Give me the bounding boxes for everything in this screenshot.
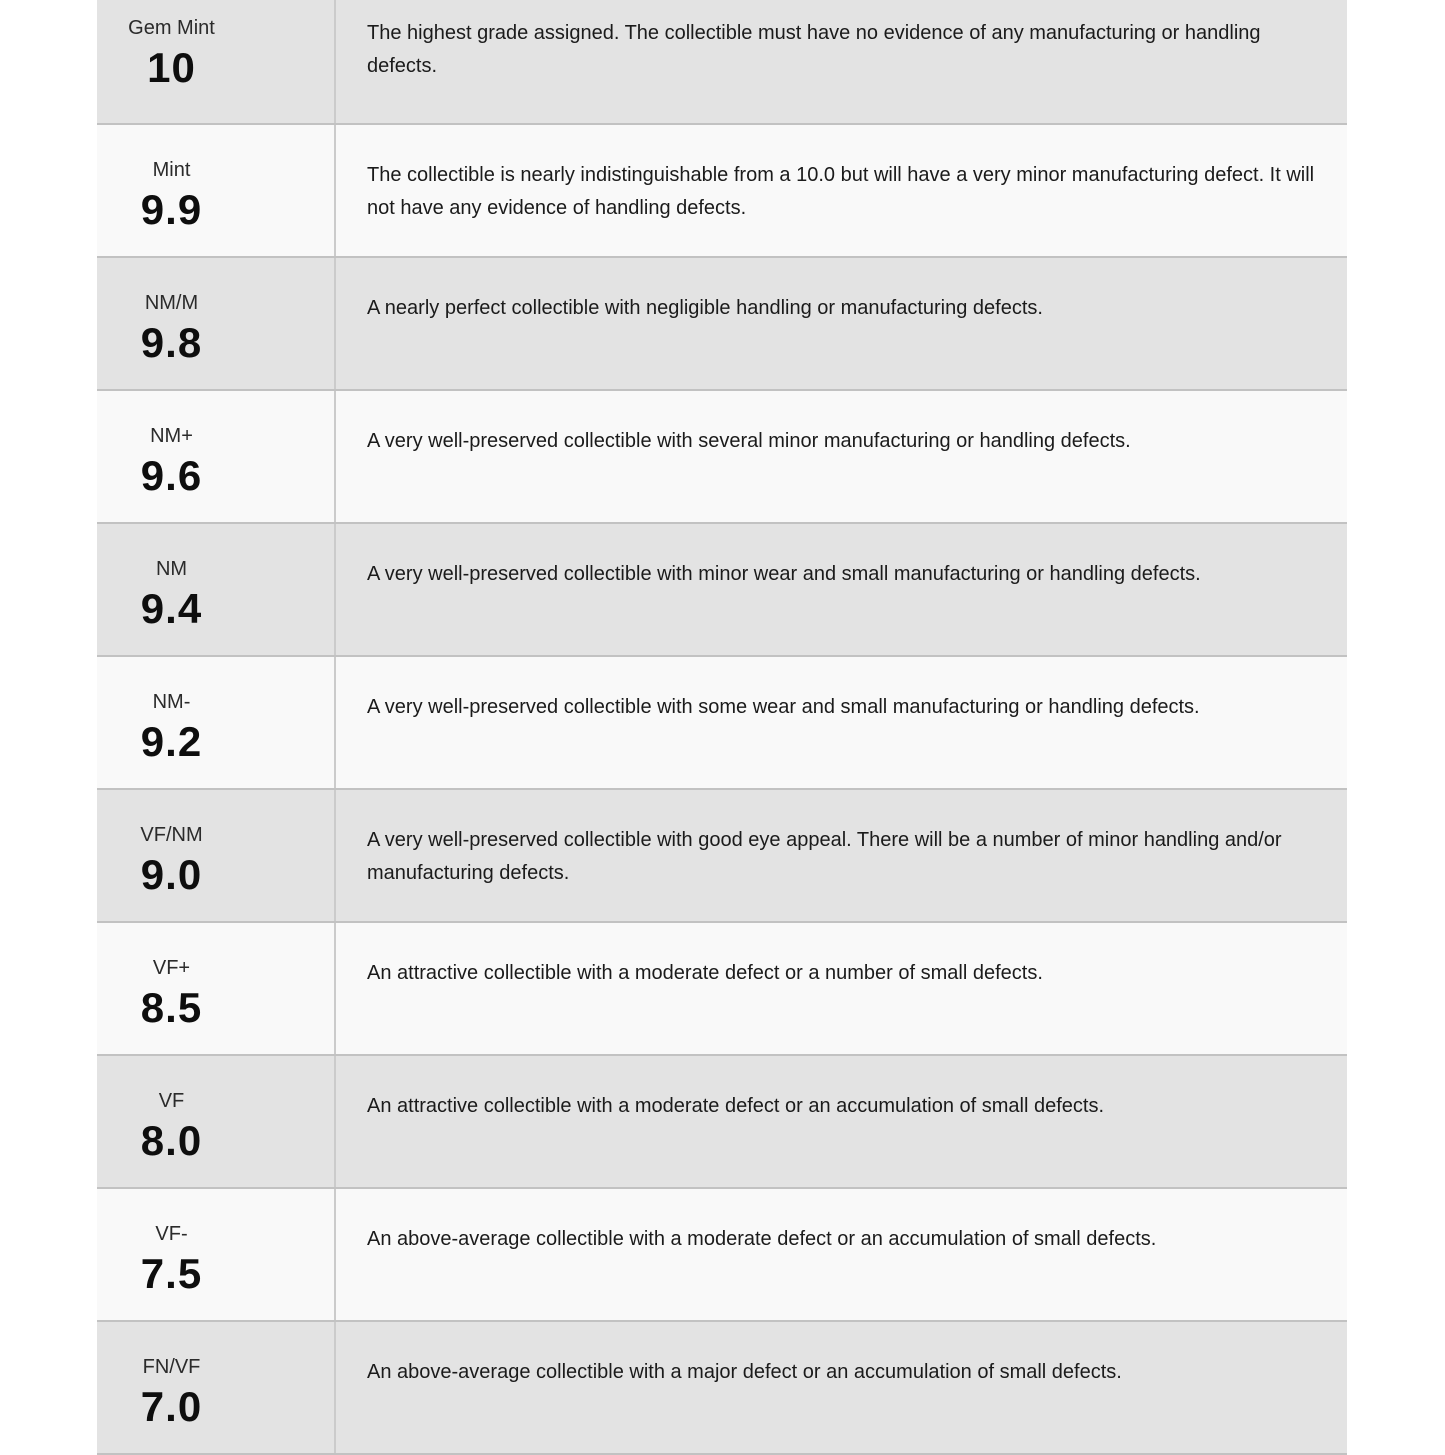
description-cell <box>336 1322 1347 1453</box>
grade-label: NM- <box>152 691 191 713</box>
table-row <box>97 1322 1347 1455</box>
grade-cell <box>97 1056 336 1187</box>
description-text: The collectible is nearly indistinguishable from a 10.0 but will have a very minor manufacturing defect. It will not have any evidence of handling defects. <box>367 164 1315 219</box>
grade-cell <box>97 524 336 655</box>
grade-label: VF- <box>155 1223 188 1245</box>
description-cell <box>336 923 1347 1054</box>
grade-label: VF/NM <box>140 824 203 846</box>
table-row <box>97 0 1347 125</box>
grade-value: 7.5 <box>140 1250 203 1297</box>
grade-label: Mint <box>152 159 191 181</box>
description-text: A very well-preserved collectible with some wear and small manufacturing or handling defects. <box>367 696 1200 718</box>
grade-label: NM/M <box>144 292 199 314</box>
description-text: A very well-preserved collectible with several minor manufacturing or handling defects. <box>367 430 1131 452</box>
grade-cell <box>97 391 336 522</box>
description-text: An above-average collectible with a moderate defect or an accumulation of small defects. <box>367 1228 1157 1250</box>
grade-value: 8.5 <box>140 984 203 1031</box>
grade-label: VF <box>158 1090 185 1112</box>
grade-value: 9.8 <box>140 319 203 366</box>
description-cell <box>336 790 1347 921</box>
grade-cell <box>97 1322 336 1453</box>
description-text: The highest grade assigned. The collectible must have no evidence of any manufacturing or handling defects. <box>367 22 1261 77</box>
grade-label: VF+ <box>152 957 191 979</box>
table-row <box>97 524 1347 657</box>
grade-value: 9.6 <box>140 452 203 499</box>
grade-label: FN/VF <box>142 1356 201 1378</box>
grade-cell <box>97 790 336 921</box>
description-cell <box>336 657 1347 788</box>
grade-value: 9.9 <box>140 186 203 233</box>
table-row <box>97 125 1347 258</box>
grade-value: 9.4 <box>140 585 203 632</box>
description-text: A very well-preserved collectible with good eye appeal. There will be a number of minor handling and/or manufacturing defects. <box>367 829 1282 884</box>
grade-value: 8.0 <box>140 1117 203 1164</box>
description-cell <box>336 0 1347 123</box>
grade-cell <box>97 258 336 389</box>
table-row <box>97 258 1347 391</box>
description-cell <box>336 258 1347 389</box>
description-cell <box>336 125 1347 256</box>
table-row <box>97 657 1347 790</box>
description-text: An above-average collectible with a major defect or an accumulation of small defects. <box>367 1361 1122 1383</box>
grade-value: 7.0 <box>140 1383 203 1430</box>
description-cell <box>336 1189 1347 1320</box>
description-text: An attractive collectible with a moderate defect or a number of small defects. <box>367 962 1043 984</box>
grading-scale-table <box>97 0 1347 1455</box>
grade-label: NM <box>155 558 188 580</box>
grade-cell <box>97 125 336 256</box>
table-row <box>97 790 1347 923</box>
description-text: An attractive collectible with a moderate defect or an accumulation of small defects. <box>367 1095 1105 1117</box>
grade-value: 10 <box>147 44 196 91</box>
grade-label: Gem Mint <box>128 17 215 39</box>
grade-cell <box>97 657 336 788</box>
grade-cell <box>97 923 336 1054</box>
description-cell <box>336 524 1347 655</box>
grade-cell <box>97 0 336 123</box>
table-row <box>97 1056 1347 1189</box>
table-row <box>97 923 1347 1056</box>
description-text: A nearly perfect collectible with negligible handling or manufacturing defects. <box>367 297 1043 319</box>
table-row <box>97 391 1347 524</box>
grade-value: 9.0 <box>140 851 203 898</box>
description-cell <box>336 1056 1347 1187</box>
grade-label: NM+ <box>150 425 193 447</box>
grade-value: 9.2 <box>140 718 203 765</box>
description-text: A very well-preserved collectible with minor wear and small manufacturing or handling defects. <box>367 563 1201 585</box>
table-row <box>97 1189 1347 1322</box>
grade-cell <box>97 1189 336 1320</box>
description-cell <box>336 391 1347 522</box>
